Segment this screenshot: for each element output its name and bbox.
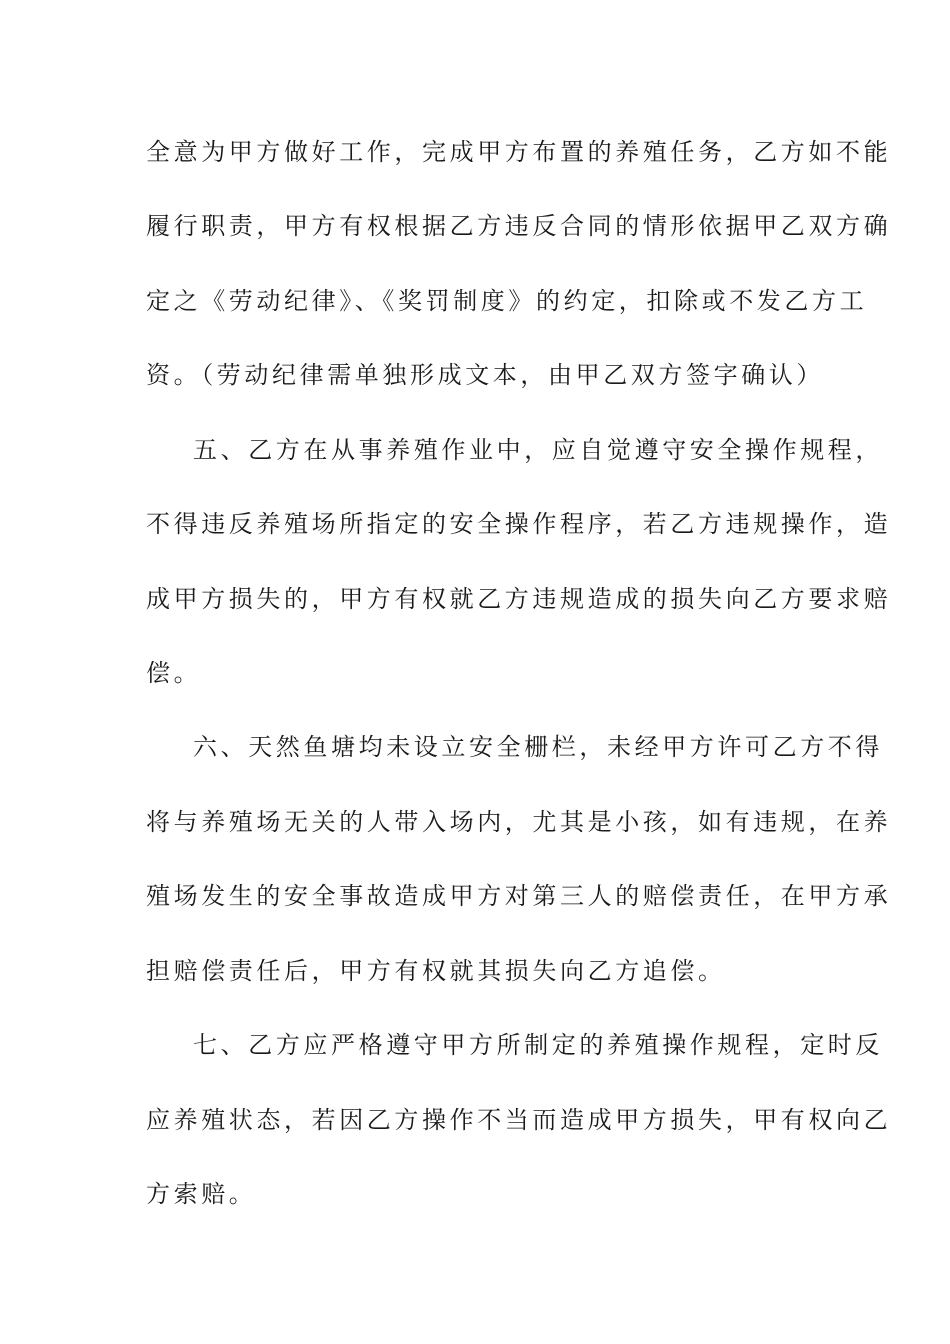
paragraph-line: 偿。 xyxy=(146,659,202,687)
paragraph-line: 殖场发生的安全事故造成甲方对第三人的赔偿责任，在甲方承 xyxy=(146,882,892,910)
paragraph-line: 将与养殖场无关的人带入场内，尤其是小孩，如有违规，在养 xyxy=(146,808,892,836)
clause-seven-first-line: 七、乙方应严格遵守甲方所制定的养殖操作规程，定时反 xyxy=(193,1031,883,1059)
clause-six-first-line: 六、天然鱼塘均未设立安全栅栏，未经甲方许可乙方不得 xyxy=(193,733,883,761)
paragraph-line: 方索赔。 xyxy=(146,1180,257,1208)
paragraph-line: 定之《劳动纪律》、《奖罚制度》的约定，扣除或不发乙方工 xyxy=(146,287,868,315)
paragraph-line: 全意为甲方做好工作，完成甲方布置的养殖任务，乙方如不能 xyxy=(146,138,892,166)
clause-five-first-line: 五、乙方在从事养殖作业中，应自觉遵守安全操作规程， xyxy=(193,436,883,464)
paragraph-line: 履行职责，甲方有权根据乙方违反合同的情形依据甲乙双方确 xyxy=(146,212,892,240)
paragraph-line: 担赔偿责任后，甲方有权就其损失向乙方追偿。 xyxy=(146,957,726,985)
paragraph-line: 资。（劳动纪律需单独形成文本，由甲乙双方签字确认） xyxy=(146,361,824,389)
paragraph-line: 不得违反养殖场所指定的安全操作程序，若乙方违规操作，造 xyxy=(146,510,892,538)
paragraph-line: 应养殖状态，若因乙方操作不当而造成甲方损失，甲有权向乙 xyxy=(146,1106,892,1134)
paragraph-line: 成甲方损失的，甲方有权就乙方违规造成的损失向乙方要求赔 xyxy=(146,585,892,613)
